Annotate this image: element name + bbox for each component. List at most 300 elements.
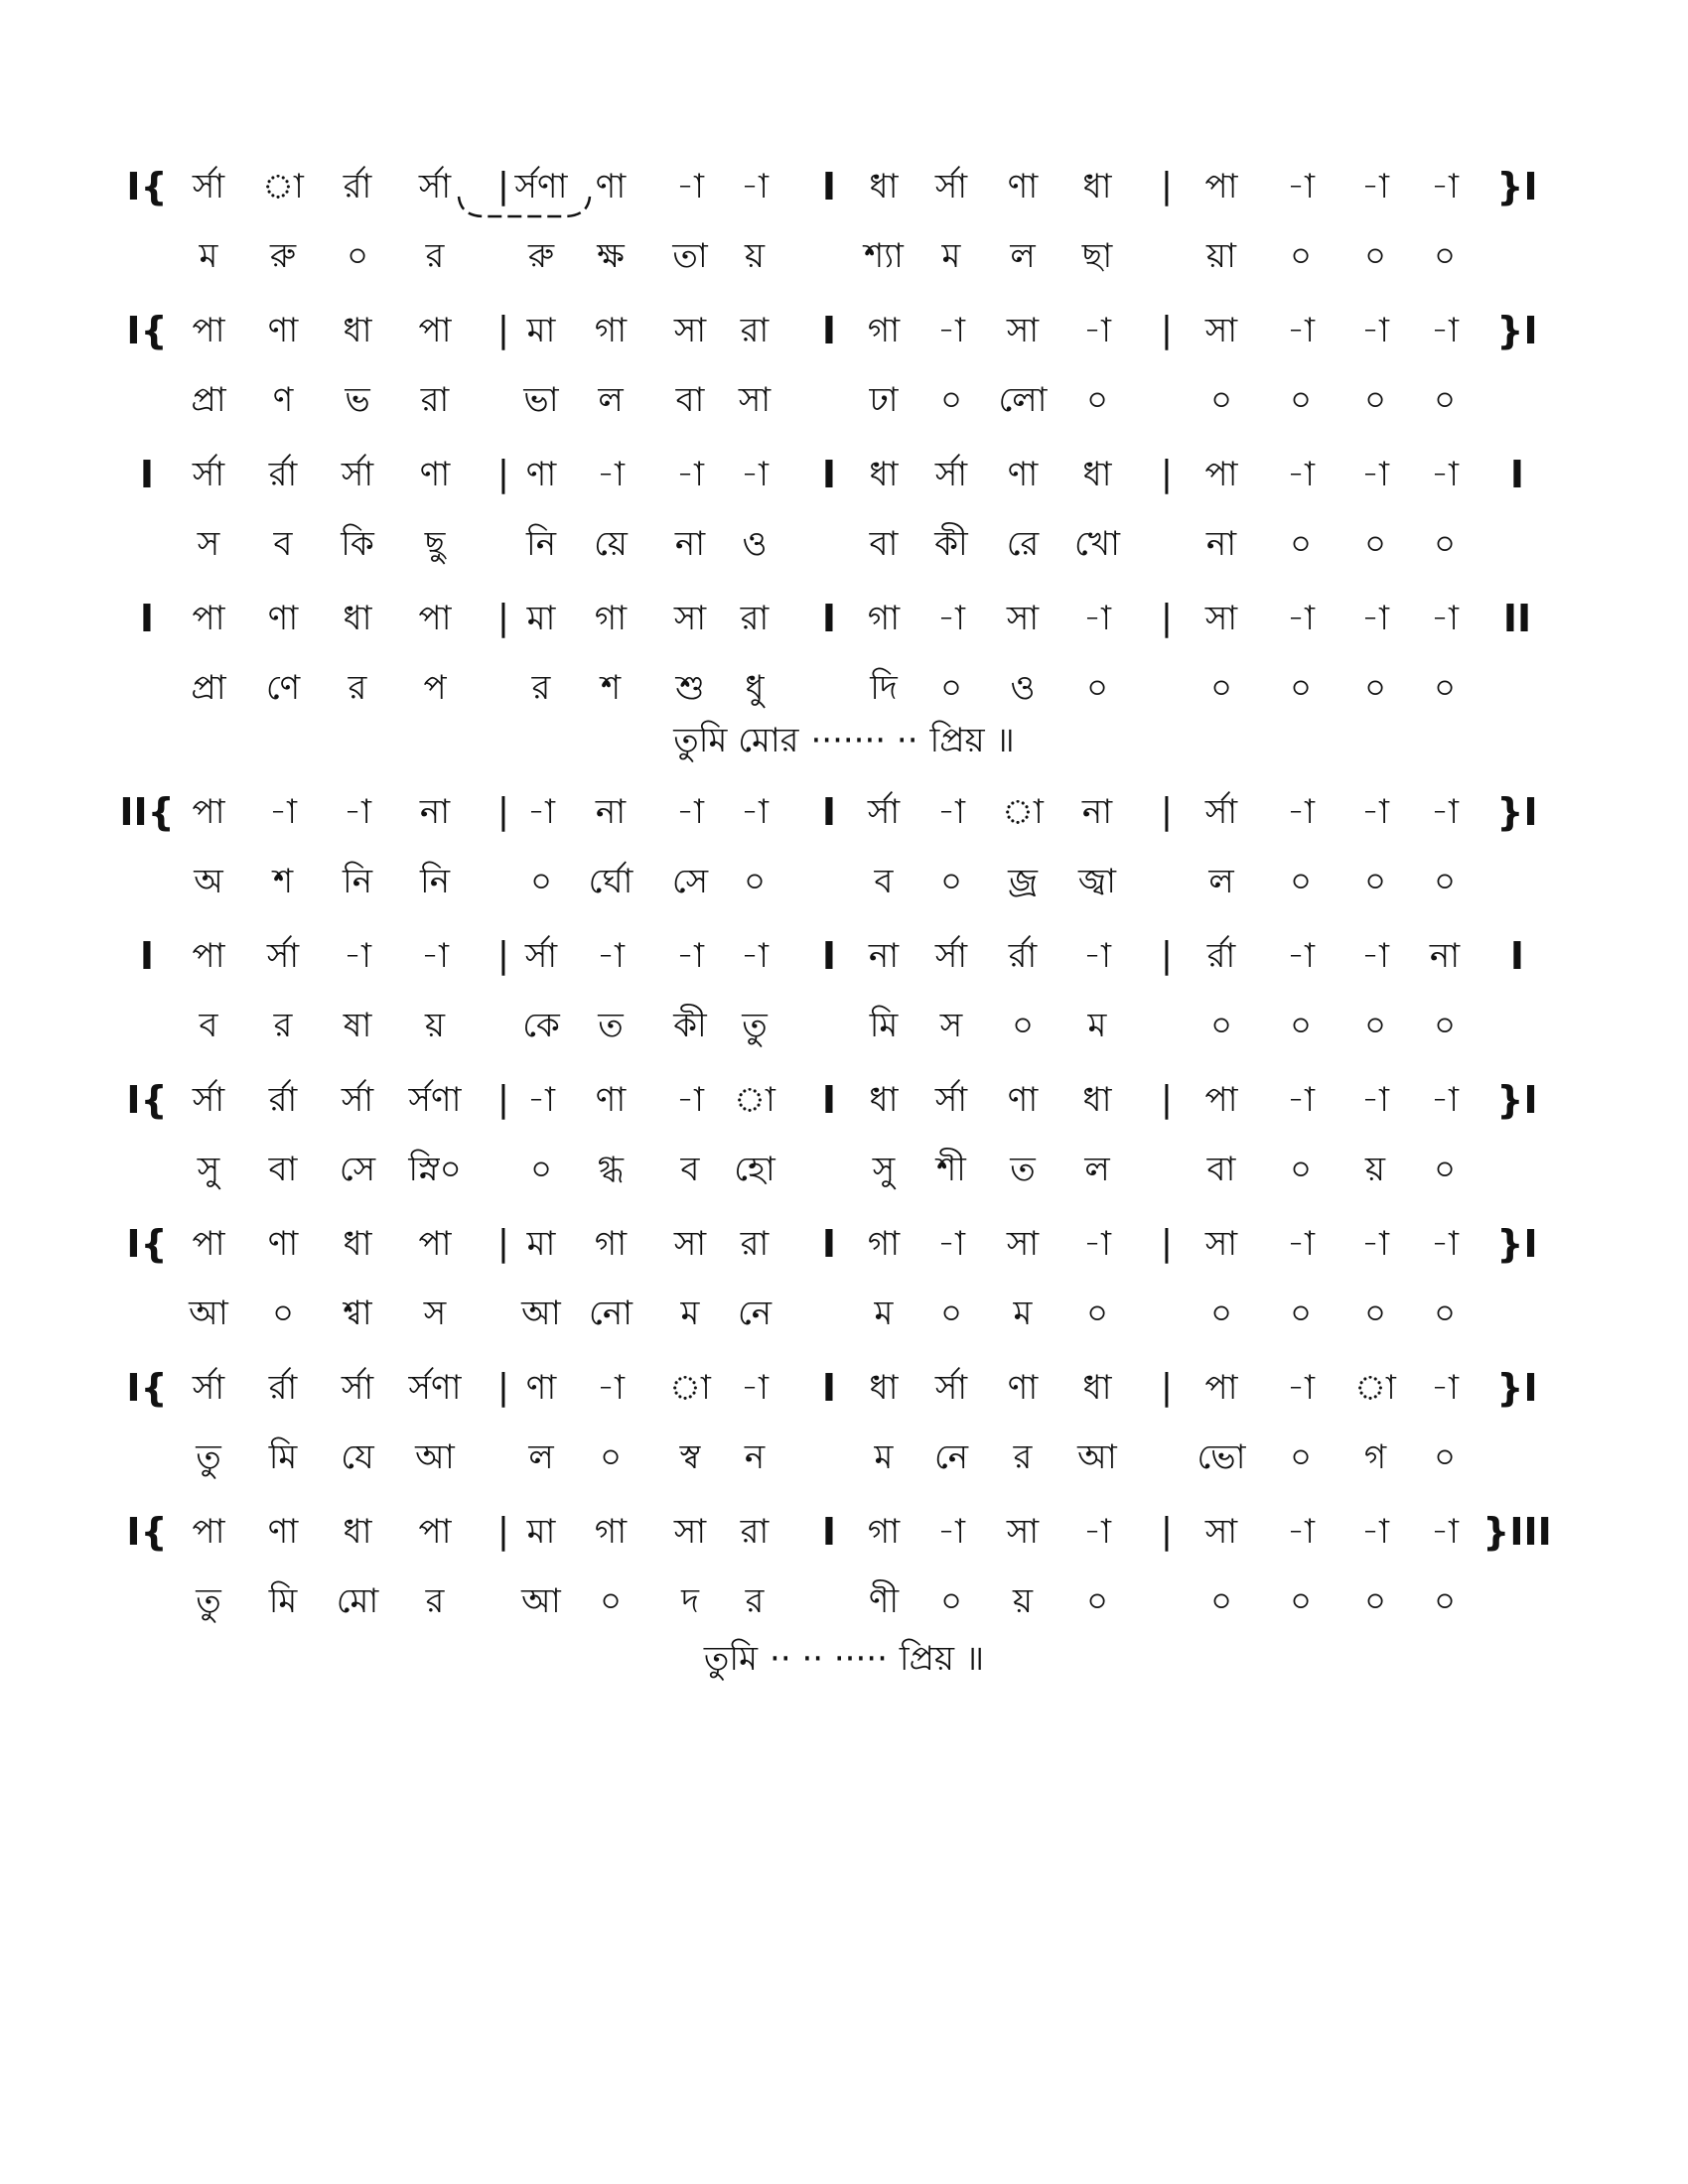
note: গা xyxy=(867,1224,901,1264)
lyric-syllable: শী xyxy=(936,1150,966,1189)
stanza-2 xyxy=(0,303,1688,442)
bar-divider: | xyxy=(1160,1079,1174,1120)
lyric-syllable: মি xyxy=(268,1437,298,1477)
lyric-syllable: রু xyxy=(527,236,555,276)
note: া xyxy=(1002,792,1044,832)
note: ণা xyxy=(267,1224,299,1264)
lyric-syllable: ব xyxy=(273,524,293,564)
note: না xyxy=(419,792,451,832)
note: গা xyxy=(867,311,901,350)
lyrics-row xyxy=(0,854,1688,909)
note: -া xyxy=(344,936,371,976)
note: র্সা xyxy=(192,1080,225,1120)
lyrics-row xyxy=(0,228,1688,284)
notes-row xyxy=(0,159,1688,214)
note: পা xyxy=(1204,167,1238,206)
lyric-syllable: স xyxy=(939,1006,963,1045)
lyric-syllable: ০ xyxy=(1289,668,1313,708)
note: গা xyxy=(594,1512,628,1552)
lyric-syllable: শ xyxy=(272,862,294,901)
lyric-syllable: ০ xyxy=(1433,862,1457,901)
bar-divider: | xyxy=(496,1223,510,1264)
lyric-syllable: মো xyxy=(336,1581,379,1621)
note: -া xyxy=(1287,455,1315,494)
bar-divider: | xyxy=(1160,1367,1174,1408)
note: -া xyxy=(1287,792,1315,832)
note: র্সা xyxy=(192,455,225,494)
note: ধা xyxy=(343,311,372,350)
lyric-syllable: ০ xyxy=(743,862,767,901)
note: -া xyxy=(741,792,769,832)
note: ধা xyxy=(1082,1080,1112,1120)
note: না xyxy=(595,792,627,832)
lyric-syllable: ০ xyxy=(1289,1437,1313,1477)
note: -া xyxy=(1431,1512,1459,1552)
lyric-syllable: ভা xyxy=(523,380,559,420)
lyric-syllable: আ xyxy=(1077,1437,1117,1477)
stanza-10 xyxy=(0,1504,1688,1643)
note: গা xyxy=(594,599,628,638)
note: র্সণা xyxy=(514,167,568,206)
note: গা xyxy=(867,599,901,638)
note: পা xyxy=(192,936,225,976)
lyric-syllable: শ্বা xyxy=(343,1294,372,1333)
lyric-syllable: ম xyxy=(199,236,218,276)
lyric-syllable: তা xyxy=(672,236,708,276)
stanza-5 xyxy=(0,784,1688,923)
lyric-syllable: ও xyxy=(1010,668,1036,708)
note: -া xyxy=(421,936,449,976)
lyrics-row xyxy=(0,998,1688,1053)
bar-divider: | xyxy=(1160,1511,1174,1552)
note: ণা xyxy=(267,311,299,350)
lyric-syllable: শ্যা xyxy=(864,236,904,276)
note: সা xyxy=(1204,599,1238,638)
lyric-syllable: কি xyxy=(341,524,374,564)
lyric-syllable: ০ xyxy=(529,1150,553,1189)
lyric-syllable: ০ xyxy=(529,862,553,901)
lyric-syllable: ০ xyxy=(1289,236,1313,276)
lyric-syllable: লো xyxy=(998,380,1048,420)
refrain-end: প্রিয় ॥ xyxy=(899,1639,985,1679)
lyric-syllable: ঢা xyxy=(869,380,899,420)
lyric-syllable: ০ xyxy=(1363,1006,1387,1045)
lyric-syllable: সু xyxy=(197,1150,220,1189)
refrain-line xyxy=(0,1631,1688,1687)
lyric-syllable: র xyxy=(745,1581,765,1621)
lyrics-row xyxy=(0,1430,1688,1485)
lyric-syllable: ল xyxy=(528,1437,554,1477)
note: া xyxy=(669,1368,711,1408)
lyric-syllable: র xyxy=(273,1006,293,1045)
note: -া xyxy=(937,311,965,350)
note: া xyxy=(262,167,304,206)
note: -া xyxy=(676,167,704,206)
lyric-syllable: ০ xyxy=(1433,524,1457,564)
lyric-syllable: আ xyxy=(415,1437,455,1477)
note: মা xyxy=(526,599,556,638)
note: র্রা xyxy=(343,167,372,206)
bar-end: I xyxy=(1509,453,1525,496)
note: সা xyxy=(1204,1224,1238,1264)
lyric-syllable: ০ xyxy=(1289,1581,1313,1621)
bar-divider: I xyxy=(821,790,837,834)
lyric-syllable: ০ xyxy=(1433,1581,1457,1621)
lyrics-row xyxy=(0,516,1688,572)
lyric-syllable: গ্ধ xyxy=(598,1150,624,1189)
bar-divider: | xyxy=(1160,166,1174,206)
lyric-syllable: নে xyxy=(933,1437,969,1477)
note: সা xyxy=(673,599,707,638)
bar-start: I{ xyxy=(126,1510,168,1554)
lyric-syllable: নি xyxy=(525,524,557,564)
lyric-syllable: ০ xyxy=(1289,1150,1313,1189)
note: -া xyxy=(937,599,965,638)
bar-divider: | xyxy=(496,935,510,976)
note: রা xyxy=(740,1224,770,1264)
notes-row xyxy=(0,784,1688,840)
lyric-syllable: না xyxy=(674,524,706,564)
note: া xyxy=(1354,1368,1396,1408)
lyric-syllable: ষা xyxy=(343,1006,372,1045)
lyric-syllable: ল xyxy=(1208,862,1234,901)
note: রা xyxy=(740,1512,770,1552)
bar-divider: | xyxy=(496,310,510,350)
note: ধা xyxy=(869,1368,899,1408)
lyric-syllable: র xyxy=(1013,1437,1033,1477)
lyric-syllable: স xyxy=(197,524,220,564)
note: -া xyxy=(937,1512,965,1552)
note: -া xyxy=(1361,1224,1389,1264)
bar-divider: I xyxy=(821,934,837,978)
lyric-syllable: আ xyxy=(521,1581,561,1621)
notes-row xyxy=(0,447,1688,502)
note: না xyxy=(1081,792,1113,832)
lyric-syllable: কে xyxy=(522,1006,560,1045)
lyric-syllable: প্রা xyxy=(191,380,226,420)
note: -া xyxy=(1083,599,1111,638)
note: মা xyxy=(526,311,556,350)
lyric-syllable: ০ xyxy=(939,668,963,708)
note: র্সা xyxy=(192,1368,225,1408)
lyric-syllable: ০ xyxy=(1209,1294,1233,1333)
lyric-syllable: ম xyxy=(941,236,961,276)
lyric-syllable: স xyxy=(423,1294,447,1333)
note: র্রা xyxy=(268,1080,298,1120)
bar-divider: | xyxy=(496,1511,510,1552)
note: -া xyxy=(1361,936,1389,976)
note: র্সা xyxy=(1204,792,1238,832)
note: পা xyxy=(192,599,225,638)
slur-mark xyxy=(455,195,594,224)
note: গা xyxy=(594,311,628,350)
note: -া xyxy=(676,1080,704,1120)
note: ধা xyxy=(1082,167,1112,206)
lyric-syllable: রে xyxy=(1006,524,1040,564)
note: ণা xyxy=(1007,1080,1039,1120)
note: -া xyxy=(937,1224,965,1264)
lyric-syllable: রু xyxy=(269,236,297,276)
note: -া xyxy=(1361,455,1389,494)
note: -া xyxy=(1431,792,1459,832)
note: সা xyxy=(1006,1512,1040,1552)
bar-end: }I xyxy=(1496,1366,1538,1410)
lyric-syllable: ০ xyxy=(1289,380,1313,420)
lyric-syllable: ল xyxy=(598,380,624,420)
lyric-syllable: ণে xyxy=(265,668,301,708)
lyrics-row xyxy=(0,1573,1688,1629)
lyric-syllable: ০ xyxy=(1209,668,1233,708)
lyric-syllable: আ xyxy=(521,1294,561,1333)
refrain-dots: ······· ·· xyxy=(810,721,918,760)
bar-divider: I xyxy=(821,165,837,208)
lyric-syllable: নো xyxy=(589,1294,633,1333)
lyric-syllable: যে xyxy=(341,1437,374,1477)
lyric-syllable: মি xyxy=(268,1581,298,1621)
note: সা xyxy=(1204,1512,1238,1552)
note: -া xyxy=(1287,599,1315,638)
lyric-syllable: ০ xyxy=(1289,1294,1313,1333)
lyric-syllable: ০ xyxy=(1433,1437,1457,1477)
bar-divider: | xyxy=(496,166,510,206)
note: পা xyxy=(1204,455,1238,494)
lyric-syllable: ০ xyxy=(939,1294,963,1333)
note: -া xyxy=(676,936,704,976)
lyrics-row xyxy=(0,372,1688,428)
bar-end: }I xyxy=(1496,790,1538,834)
note: -া xyxy=(1361,1512,1389,1552)
note: সা xyxy=(1006,599,1040,638)
bar-divider: I xyxy=(821,453,837,496)
note: -া xyxy=(597,1368,625,1408)
lyric-syllable: সে xyxy=(339,1150,376,1189)
note: পা xyxy=(192,1512,225,1552)
note: র্সা xyxy=(266,936,300,976)
note: রা xyxy=(740,599,770,638)
bar-divider: | xyxy=(1160,935,1174,976)
bar-divider: | xyxy=(1160,310,1174,350)
bar-start: I{ xyxy=(126,1366,168,1410)
bar-divider: I xyxy=(821,1222,837,1266)
note: -া xyxy=(527,1080,555,1120)
note: -া xyxy=(1431,1224,1459,1264)
bar-end: I xyxy=(1509,934,1525,978)
note: র্সা xyxy=(934,1080,968,1120)
notes-row xyxy=(0,303,1688,358)
lyric-syllable: বা xyxy=(268,1150,298,1189)
note: -া xyxy=(741,167,769,206)
lyric-syllable: প xyxy=(423,668,447,708)
lyric-syllable: ও xyxy=(742,524,768,564)
bar-divider: | xyxy=(496,791,510,832)
lyric-syllable: ০ xyxy=(1363,862,1387,901)
bar-start: I{ xyxy=(126,1078,168,1122)
note: রা xyxy=(740,311,770,350)
lyric-syllable: য় xyxy=(1012,1581,1034,1621)
note: সা xyxy=(673,1512,707,1552)
note: ধা xyxy=(1082,455,1112,494)
lyric-syllable: ছু xyxy=(424,524,446,564)
lyric-syllable: নে xyxy=(737,1294,773,1333)
stanza-1 xyxy=(0,159,1688,298)
note: -া xyxy=(676,455,704,494)
note: র্রা xyxy=(268,1368,298,1408)
lyric-syllable: ০ xyxy=(1085,668,1109,708)
refrain-dots: ·· ·· ····· xyxy=(770,1639,888,1679)
bar-end: }I xyxy=(1496,165,1538,208)
lyric-syllable: য় xyxy=(1364,1150,1386,1189)
note: র্সা xyxy=(341,1080,374,1120)
note: গা xyxy=(594,1224,628,1264)
note: সা xyxy=(673,311,707,350)
lyric-syllable: স্ব xyxy=(679,1437,701,1477)
lyric-syllable: ০ xyxy=(599,1581,623,1621)
lyrics-row xyxy=(0,660,1688,716)
lyric-syllable: ত xyxy=(1010,1150,1036,1189)
stanza-4 xyxy=(0,591,1688,730)
lyric-syllable: ক্ষ xyxy=(597,236,625,276)
lyric-syllable: খো xyxy=(1074,524,1120,564)
stanza-7 xyxy=(0,1072,1688,1211)
note: র্সা xyxy=(934,1368,968,1408)
lyric-syllable: প্রা xyxy=(191,668,226,708)
stanza-9 xyxy=(0,1360,1688,1499)
note: -া xyxy=(527,792,555,832)
notes-row xyxy=(0,1360,1688,1416)
lyric-syllable: রা xyxy=(420,380,450,420)
lyric-syllable: য় xyxy=(424,1006,446,1045)
note: ণা xyxy=(267,599,299,638)
note: র্রা xyxy=(1008,936,1038,976)
note: র্সা xyxy=(192,167,225,206)
note: মা xyxy=(526,1224,556,1264)
lyric-syllable: ০ xyxy=(1433,1150,1457,1189)
note: ণা xyxy=(1007,1368,1039,1408)
note: পা xyxy=(418,599,452,638)
lyric-syllable: য়া xyxy=(1206,236,1236,276)
note: -া xyxy=(1431,311,1459,350)
refrain-end: প্রিয় ॥ xyxy=(929,721,1015,760)
lyric-syllable: ন xyxy=(744,1437,766,1477)
lyric-syllable: ০ xyxy=(1209,1581,1233,1621)
lyric-syllable: ব xyxy=(199,1006,218,1045)
note: -া xyxy=(597,455,625,494)
lyric-syllable: কী xyxy=(673,1006,707,1045)
bar-divider: | xyxy=(1160,454,1174,494)
bar-divider: | xyxy=(1160,598,1174,638)
note: র্সা xyxy=(524,936,558,976)
note: -া xyxy=(1287,936,1315,976)
lyric-syllable: য় xyxy=(744,236,766,276)
note: -া xyxy=(1431,1080,1459,1120)
note: -া xyxy=(1083,936,1111,976)
note: গা xyxy=(867,1512,901,1552)
bar-end: }III xyxy=(1482,1510,1552,1554)
lyric-syllable: ০ xyxy=(1363,1581,1387,1621)
lyric-syllable: বা xyxy=(869,524,899,564)
note: -া xyxy=(597,936,625,976)
lyric-syllable: ব xyxy=(874,862,894,901)
lyric-syllable: ম xyxy=(1013,1294,1033,1333)
lyric-syllable: ০ xyxy=(1011,1006,1035,1045)
note: র্সা xyxy=(867,792,901,832)
lyric-syllable: ০ xyxy=(599,1437,623,1477)
lyric-syllable: ণ xyxy=(272,380,294,420)
lyric-syllable: ০ xyxy=(1433,380,1457,420)
note: -া xyxy=(1287,167,1315,206)
note: র্সা xyxy=(418,167,452,206)
note: -া xyxy=(1431,1368,1459,1408)
lyric-syllable: ভ xyxy=(345,380,370,420)
lyrics-row xyxy=(0,1142,1688,1197)
notes-row xyxy=(0,1504,1688,1560)
note: সা xyxy=(1204,311,1238,350)
note: পা xyxy=(1204,1368,1238,1408)
lyric-syllable: জ্বা xyxy=(1077,862,1117,901)
bar-start: I{ xyxy=(126,1222,168,1266)
note: পা xyxy=(1204,1080,1238,1120)
lyric-syllable: জ্র xyxy=(1008,862,1038,901)
note: সা xyxy=(1006,1224,1040,1264)
lyric-syllable: তু xyxy=(196,1437,221,1477)
note: ধা xyxy=(343,1224,372,1264)
bar-start: I xyxy=(139,597,155,640)
bar-start: I{ xyxy=(126,309,168,352)
lyric-syllable: ধু xyxy=(745,668,765,708)
note: পা xyxy=(192,1224,225,1264)
note: ধা xyxy=(343,599,372,638)
lyric-syllable: বা xyxy=(675,380,705,420)
lyrics-row xyxy=(0,1286,1688,1341)
note: -া xyxy=(1361,311,1389,350)
bar-divider: I xyxy=(821,309,837,352)
lyric-syllable: নি xyxy=(419,862,451,901)
lyric-syllable: ব xyxy=(680,1150,700,1189)
note: -া xyxy=(1287,1224,1315,1264)
bar-divider: | xyxy=(1160,1223,1174,1264)
lyric-syllable: ০ xyxy=(346,236,369,276)
bar-divider: I xyxy=(821,1366,837,1410)
note: -া xyxy=(1431,599,1459,638)
lyric-syllable: ০ xyxy=(1363,380,1387,420)
note: -া xyxy=(1361,792,1389,832)
note: -া xyxy=(741,1368,769,1408)
lyric-syllable: ০ xyxy=(1433,1006,1457,1045)
note: -া xyxy=(1287,311,1315,350)
note: -া xyxy=(1083,311,1111,350)
note: -া xyxy=(1431,455,1459,494)
lyric-syllable: সু xyxy=(872,1150,896,1189)
lyric-syllable: ত xyxy=(598,1006,624,1045)
note: পা xyxy=(192,311,225,350)
lyric-syllable: ০ xyxy=(1363,1294,1387,1333)
lyric-syllable: অ xyxy=(194,862,223,901)
lyric-syllable: ০ xyxy=(1085,380,1109,420)
refrain-line xyxy=(0,713,1688,768)
lyric-syllable: সা xyxy=(738,380,772,420)
note: র্সা xyxy=(341,455,374,494)
bar-divider: | xyxy=(496,1079,510,1120)
lyric-syllable: ০ xyxy=(1289,1006,1313,1045)
note: -া xyxy=(1083,1224,1111,1264)
lyric-syllable: ম xyxy=(680,1294,700,1333)
note: র্সা xyxy=(341,1368,374,1408)
lyric-syllable: ০ xyxy=(939,1581,963,1621)
lyric-syllable: ০ xyxy=(1085,1294,1109,1333)
lyric-syllable: ম xyxy=(874,1437,894,1477)
bar-end: }I xyxy=(1496,309,1538,352)
note: পা xyxy=(418,1224,452,1264)
